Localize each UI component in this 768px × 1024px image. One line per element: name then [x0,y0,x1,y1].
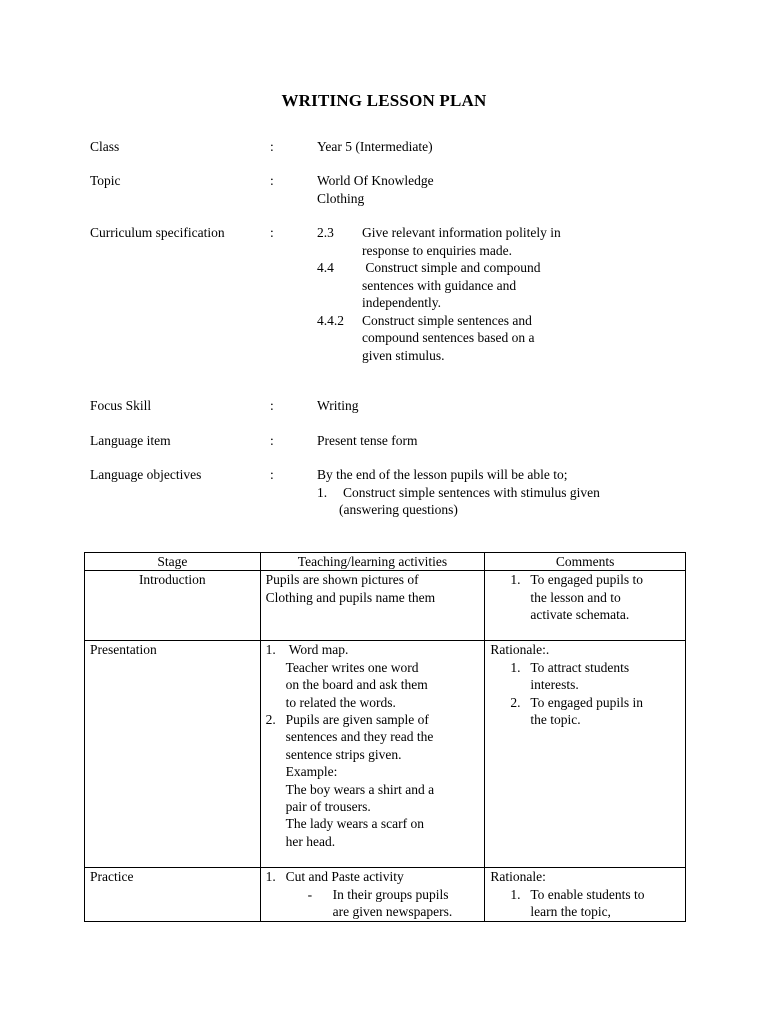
activity-list [266,868,480,885]
activity-line: Pupils are given sample of [285,712,429,728]
comment-item [510,571,680,623]
spec-text: compound sentences based on a [362,330,535,345]
comment-line: the lesson and to [530,589,621,605]
field-value: Year 5 (Intermediate) [317,139,433,154]
comment-line: interests. [530,677,579,693]
spec-text: independently. [362,295,441,310]
comment-line: learn the topic, [530,904,611,920]
spec-text: response to enquiries made. [362,242,512,258]
document-title: WRITING LESSON PLAN [281,91,487,110]
field-colon: : [270,225,274,240]
spec-text: Construct simple and compound [362,260,541,275]
objective-text: (answering questions) [339,502,458,517]
comment-cell [485,641,686,868]
comment-list [490,571,680,623]
activity-text: Cut and Paste activity [285,869,404,885]
field-value: Present tense form [317,433,418,448]
spec-number: 2.3 [317,225,334,240]
activity-list [266,641,480,850]
activity-line: Example: [285,764,338,780]
stage-cell: Practice [85,868,261,922]
comment-item [510,694,680,729]
activity-line: In their groups pupils [332,886,449,902]
activity-line: her head. [285,833,336,849]
comment-text [530,694,643,729]
stage-cell: Introduction [85,571,261,641]
comment-line: activate schemata. [530,607,630,623]
dash-bullet: - [307,886,313,902]
rationale-label: Rationale:. [490,642,550,658]
comment-text [530,886,644,921]
activity-line: are given newspapers. [332,904,453,920]
activity-line: Word map. [285,642,349,658]
comment-number: 1. [510,886,521,902]
field-label: Class [90,139,120,154]
field-value [317,466,600,519]
activity-number: 2. [265,712,276,728]
activity-line: The lady wears a scarf on [285,816,424,832]
activity-line: The boy wears a shirt and a [285,781,435,797]
activity-line: pair of trousers. [285,799,371,815]
rationale-label: Rationale: [490,869,546,885]
header-stage: Stage [85,553,261,571]
comment-line: To engaged pupils in [530,694,644,710]
activity-cell [260,571,485,641]
objectives-intro: By the end of the lesson pupils will be able to; [317,467,568,482]
field-label: Focus Skill [90,398,152,413]
activity-cell [260,868,485,922]
comment-cell [485,868,686,922]
spec-text: given stimulus. [362,347,445,363]
field-label: Topic [90,173,121,188]
table-row-presentation [85,641,686,868]
activity-line: on the board and ask them [285,677,428,693]
comment-line: To attract students [530,659,630,675]
activity-item [266,641,480,711]
comment-cell [485,571,686,641]
activity-text [286,641,428,711]
spec-text: Construct simple sentences and [362,312,532,328]
header-comments: Comments [485,553,686,571]
field-colon: : [270,173,274,188]
activity-item [266,868,480,885]
comment-line: To engaged pupils to [530,572,644,588]
spec-text: sentences with guidance and [362,277,517,293]
spec-item [317,224,561,242]
spec-number: 4.4 [317,260,334,275]
activity-item [266,711,480,850]
comment-list [490,659,680,729]
activity-number: 1. [265,642,276,658]
header-activities: Teaching/learning activities [260,553,485,571]
field-colon: : [270,398,274,413]
spec-number: 4.4.2 [317,312,344,328]
comment-number: 2. [510,694,521,710]
table-row-practice [85,868,686,922]
activity-line: Teacher writes one word [285,659,419,675]
spec-item [317,312,561,330]
objective-item [317,484,600,502]
comment-number: 1. [510,572,521,588]
objective-number: 1. [317,484,328,500]
field-label: Curriculum specification [90,225,225,240]
comment-item [510,886,680,921]
field-value [317,224,561,364]
sub-item-text [333,886,453,921]
activity-text [286,711,434,850]
field-colon: : [270,139,274,154]
field-label: Language item [90,433,171,448]
activity-line: Pupils are shown pictures of [265,572,419,588]
comment-text [530,659,629,694]
table-row-introduction [85,571,686,641]
activity-number: 1. [265,869,276,885]
comment-text [530,571,643,623]
sub-item [266,886,480,921]
field-label: Language objectives [90,467,202,482]
field-colon: : [270,467,274,482]
activity-line: to related the words. [285,694,396,710]
activity-line: sentences and they read the [285,729,434,745]
field-value [317,172,434,207]
field-colon: : [270,433,274,448]
comment-number: 1. [510,659,521,675]
topic-line: Clothing [317,190,365,206]
activity-line: Clothing and pupils name them [265,589,436,605]
topic-line: World Of Knowledge [317,173,434,188]
activity-cell [260,641,485,868]
stage-cell: Presentation [85,641,261,868]
comment-item [510,659,680,694]
comment-line: To enable students to [530,886,645,902]
objective-text: Construct simple sentences with stimulus given [343,484,600,500]
activity-line: sentence strips given. [285,746,402,762]
comment-line: the topic. [530,712,581,728]
table-header-row [85,553,686,571]
field-value: Writing [317,398,359,413]
spec-text: Give relevant information politely in [362,225,561,240]
lesson-stages-table [84,552,686,922]
comment-list [490,886,680,921]
spec-item [317,259,561,277]
